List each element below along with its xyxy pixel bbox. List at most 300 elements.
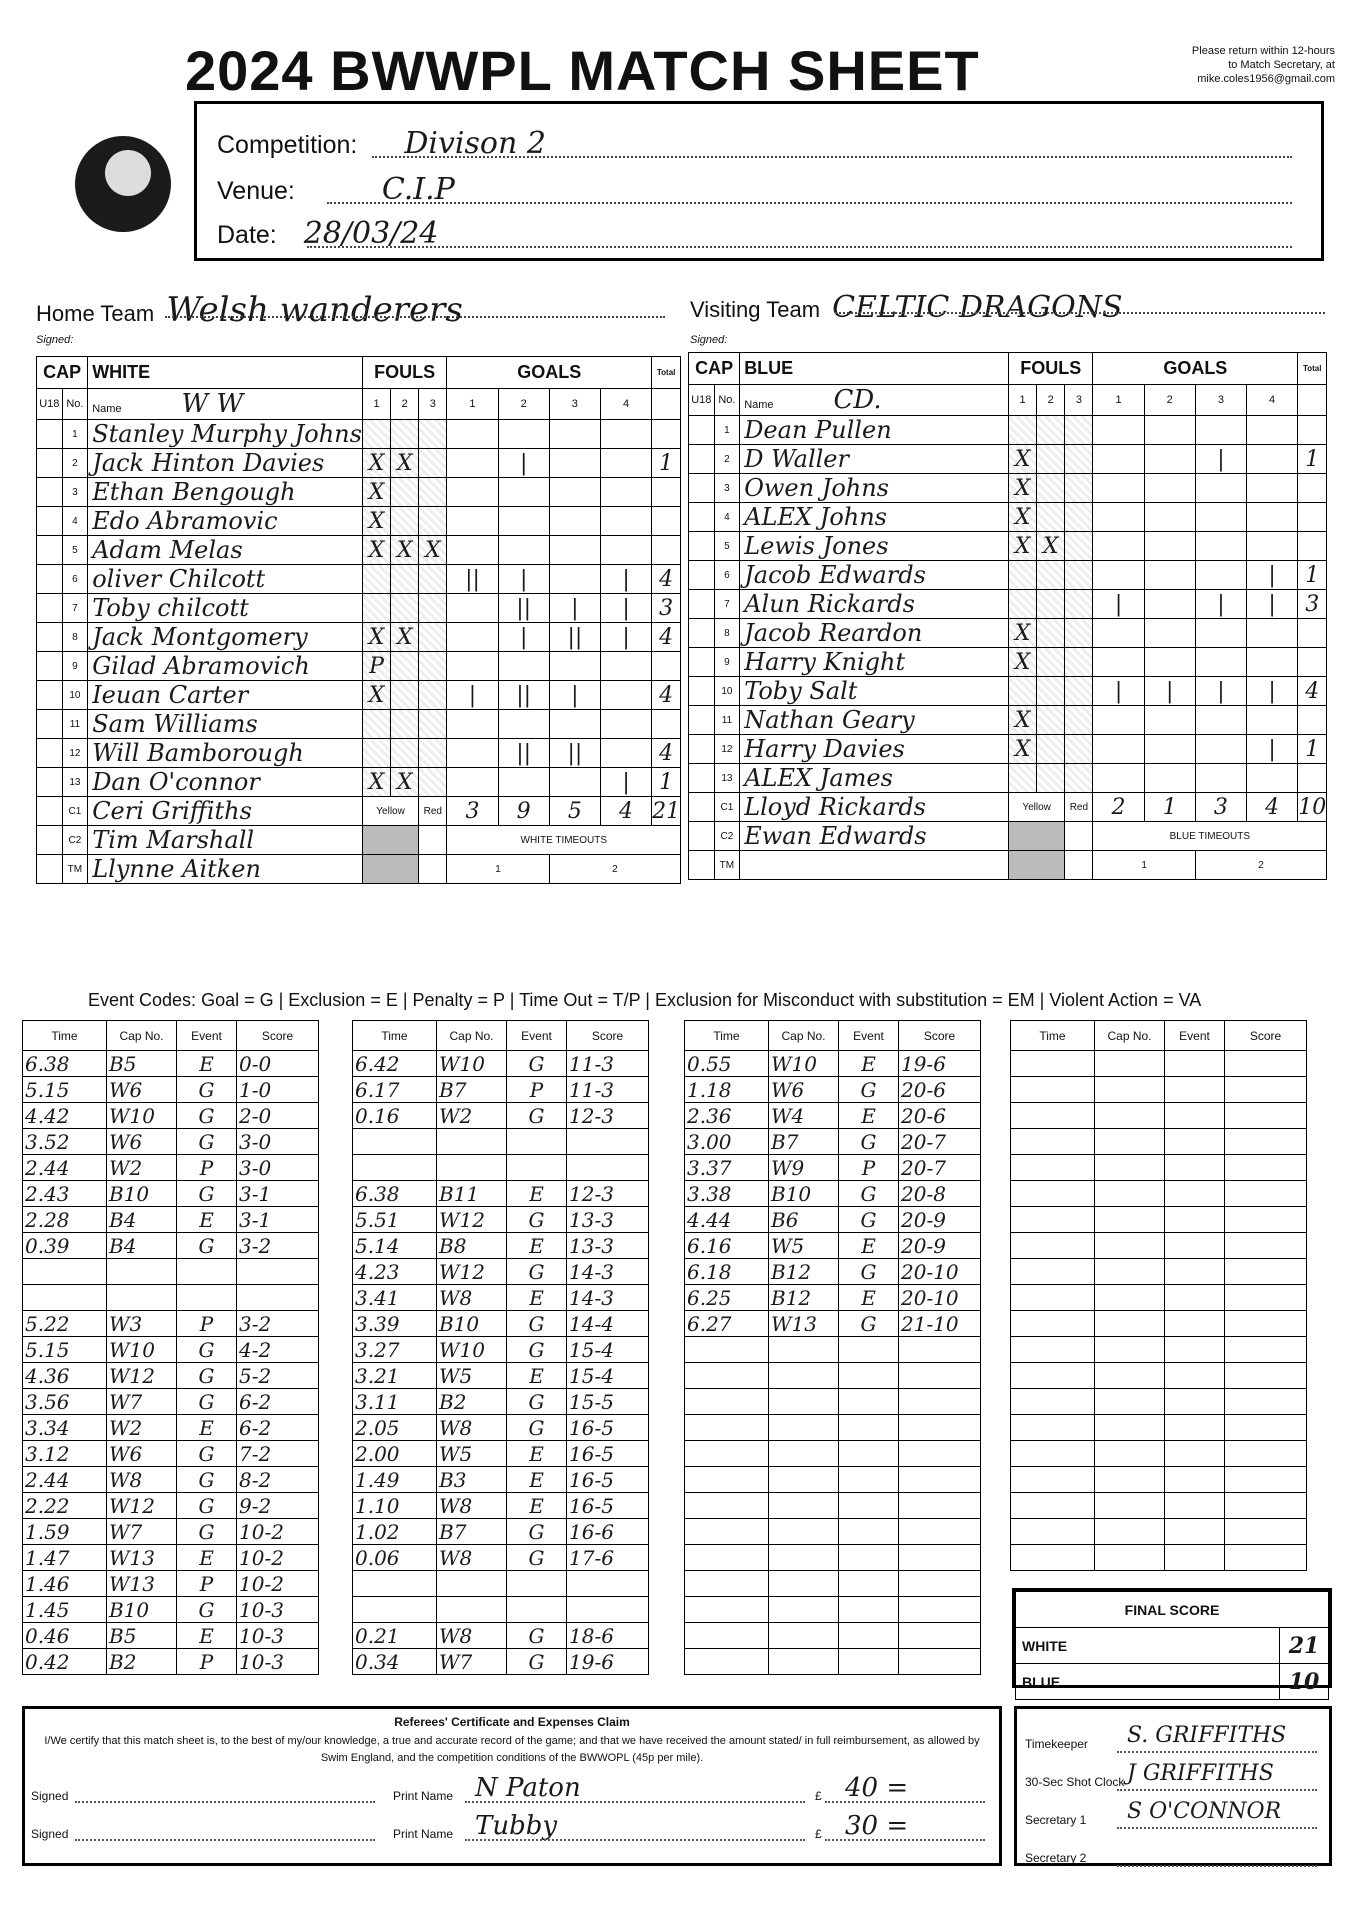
log-time [1011, 1545, 1095, 1571]
goal-cell [1247, 445, 1298, 474]
team-manager-name [740, 851, 1009, 880]
log-time [685, 1441, 769, 1467]
log-event [839, 1545, 899, 1571]
log-row [685, 1077, 981, 1103]
log-time: 0.34 [353, 1649, 437, 1675]
log-time: 0.16 [353, 1103, 437, 1129]
log-score: 12-3 [567, 1103, 649, 1129]
foul-cell [419, 681, 447, 710]
goal-col-label: 2 [1144, 385, 1195, 416]
goal-cell [1144, 735, 1195, 764]
log-score [1225, 1285, 1307, 1311]
c2-label: C2 [62, 826, 88, 855]
cap-number: 10 [62, 681, 88, 710]
goal-cell [447, 507, 498, 536]
goal-cell: | [498, 623, 549, 652]
cap-number: 1 [714, 416, 740, 445]
log-time: 3.56 [23, 1389, 107, 1415]
log-event: G [507, 1389, 567, 1415]
goal-cell [1195, 416, 1246, 445]
log-event [839, 1519, 899, 1545]
log-row [1011, 1311, 1307, 1337]
log-event: G [507, 1051, 567, 1077]
yellow-card-label: Yellow [362, 797, 418, 826]
log-cap [437, 1597, 507, 1623]
log-time: 6.18 [685, 1259, 769, 1285]
foul-cell [419, 623, 447, 652]
log-event [839, 1649, 899, 1675]
venue-value: C.I.P [381, 172, 455, 207]
player-total [1298, 532, 1327, 561]
return-note-line: to Match Secretary, at [1228, 59, 1335, 71]
log-row [353, 1077, 649, 1103]
log-cap: W10 [107, 1337, 177, 1363]
log-cap: B3 [437, 1467, 507, 1493]
log-score: 2-0 [237, 1103, 319, 1129]
log-event: E [507, 1233, 567, 1259]
water-polo-ball-logo [75, 136, 171, 232]
log-cap: B4 [107, 1233, 177, 1259]
log-score: 15-4 [567, 1363, 649, 1389]
log-time [685, 1571, 769, 1597]
log-row [1011, 1181, 1307, 1207]
visiting-team-value: CELTIC DRAGONS [832, 290, 1123, 325]
goal-cell: | [600, 768, 651, 797]
official-label: Timekeeper [1025, 1737, 1088, 1751]
log-score: 11-3 [567, 1051, 649, 1077]
goal-cell [1195, 503, 1246, 532]
foul-cell: X [1008, 648, 1036, 677]
log-time: 3.52 [23, 1129, 107, 1155]
log-header: Event [1165, 1021, 1225, 1051]
log-time [1011, 1415, 1095, 1441]
log-score: 20-6 [899, 1077, 981, 1103]
player-name: Jack Montgomery [88, 623, 363, 652]
goal-col-label: 4 [1247, 385, 1298, 416]
c2-label: C2 [714, 822, 740, 851]
log-row [685, 1493, 981, 1519]
log-event: G [839, 1129, 899, 1155]
log-cap [437, 1571, 507, 1597]
player-total [1298, 503, 1327, 532]
log-time: 3.21 [353, 1363, 437, 1389]
log-event: E [507, 1493, 567, 1519]
yellow-card-label: Yellow [1008, 793, 1064, 822]
period-total: 3 [447, 797, 498, 826]
player-row [689, 677, 1327, 706]
blue-roster [688, 352, 1327, 880]
log-time: 2.22 [23, 1493, 107, 1519]
goal-cell [447, 420, 498, 449]
currency-label: £ [815, 1789, 822, 1803]
log-cap: W8 [437, 1415, 507, 1441]
log-event: E [177, 1415, 237, 1441]
official-name: J GRIFFITHS [1127, 1761, 1274, 1786]
log-score [1225, 1519, 1307, 1545]
home-team-label: Home Team [36, 301, 155, 326]
foul-cell [362, 739, 390, 768]
goal-cell: | [1247, 561, 1298, 590]
goal-cell [1144, 590, 1195, 619]
player-row [37, 623, 681, 652]
cap-number: 9 [714, 648, 740, 677]
foul-cell [1037, 503, 1065, 532]
final-score-box [1012, 1588, 1332, 1695]
visiting-signed-label: Signed: [690, 334, 728, 346]
goal-cell [1093, 532, 1144, 561]
player-total [1298, 619, 1327, 648]
log-time [685, 1467, 769, 1493]
log-row [353, 1233, 649, 1259]
player-total [1298, 764, 1327, 793]
player-row [689, 764, 1327, 793]
log-event: G [507, 1519, 567, 1545]
log-score [899, 1649, 981, 1675]
log-row [1011, 1493, 1307, 1519]
log-score: 0-0 [237, 1051, 319, 1077]
log-event [839, 1571, 899, 1597]
log-score: 3-0 [237, 1129, 319, 1155]
log-cap: W10 [107, 1103, 177, 1129]
tm-label: TM [714, 851, 740, 880]
log-row [23, 1155, 319, 1181]
foul-cell [1065, 764, 1093, 793]
cap-number: 2 [714, 445, 740, 474]
foul-cell [1008, 590, 1036, 619]
period-total: 2 [1093, 793, 1144, 822]
foul-col-label: 1 [1008, 385, 1036, 416]
goal-col-label: 3 [549, 389, 600, 420]
goal-cell [1093, 561, 1144, 590]
player-name: Adam Melas [88, 536, 363, 565]
log-score: 14-3 [567, 1285, 649, 1311]
player-name: Jacob Edwards [740, 561, 1009, 590]
foul-cell [1037, 706, 1065, 735]
log-cap [769, 1389, 839, 1415]
log-cap: W8 [437, 1623, 507, 1649]
player-row [37, 594, 681, 623]
official-label: Secretary 2 [1025, 1851, 1087, 1865]
log-time [353, 1155, 437, 1181]
log-time: 4.36 [23, 1363, 107, 1389]
log-score [899, 1363, 981, 1389]
player-row [37, 565, 681, 594]
log-row [353, 1285, 649, 1311]
final-blue-label: BLUE [1016, 1664, 1280, 1700]
home-signed-label: Signed: [36, 334, 74, 346]
log-time: 3.27 [353, 1337, 437, 1363]
log-row [1011, 1207, 1307, 1233]
log-cap: W10 [769, 1051, 839, 1077]
player-row [689, 561, 1327, 590]
goal-cell [1093, 416, 1144, 445]
goal-cell [1247, 532, 1298, 561]
goal-cell [447, 768, 498, 797]
team-manager-row [37, 855, 681, 884]
log-event: G [507, 1103, 567, 1129]
foul-col-label: 2 [1037, 385, 1065, 416]
log-event: E [507, 1441, 567, 1467]
player-total: 1 [1298, 561, 1327, 590]
log-cap [769, 1519, 839, 1545]
log-row [685, 1623, 981, 1649]
log-cap: B12 [769, 1259, 839, 1285]
log-score: 20-9 [899, 1233, 981, 1259]
log-row [1011, 1129, 1307, 1155]
log-cap [1095, 1259, 1165, 1285]
log-score: 15-5 [567, 1389, 649, 1415]
player-total [652, 507, 681, 536]
log-cap: W9 [769, 1155, 839, 1181]
log-row [685, 1051, 981, 1077]
foul-cell [1037, 619, 1065, 648]
log-row [23, 1233, 319, 1259]
log-event [839, 1467, 899, 1493]
log-row [23, 1337, 319, 1363]
foul-cell: X [362, 768, 390, 797]
log-cap [769, 1597, 839, 1623]
log-time: 6.17 [353, 1077, 437, 1103]
foul-cell: X [362, 478, 390, 507]
foul-cell: X [1008, 706, 1036, 735]
log-event: G [177, 1467, 237, 1493]
log-row [1011, 1545, 1307, 1571]
cap-number: 4 [62, 507, 88, 536]
player-total [1298, 416, 1327, 445]
foul-cell [1065, 648, 1093, 677]
foul-cell: X [1037, 532, 1065, 561]
log-time: 0.42 [23, 1649, 107, 1675]
log-cap [769, 1415, 839, 1441]
log-cap: W5 [769, 1233, 839, 1259]
log-event: G [507, 1415, 567, 1441]
foul-cell [419, 449, 447, 478]
foul-cell [419, 478, 447, 507]
log-event [1165, 1233, 1225, 1259]
log-row [23, 1571, 319, 1597]
goal-cell [1195, 619, 1246, 648]
log-cap [769, 1493, 839, 1519]
log-time: 0.21 [353, 1623, 437, 1649]
log-event [1165, 1493, 1225, 1519]
period-total: 4 [600, 797, 651, 826]
official-row [1017, 1837, 1329, 1873]
log-cap: B7 [437, 1519, 507, 1545]
home-team-value: Welsh wanderers [166, 290, 463, 330]
timeout-2: 2 [1195, 851, 1326, 880]
foul-cell [1065, 561, 1093, 590]
log-cap [1095, 1493, 1165, 1519]
roster-table [688, 352, 1327, 880]
log-row [353, 1415, 649, 1441]
goal-cell [600, 478, 651, 507]
player-total: 4 [652, 565, 681, 594]
log-cap: W3 [107, 1311, 177, 1337]
goal-cell [600, 507, 651, 536]
goal-cell: | [1247, 590, 1298, 619]
foul-cell: X [1008, 503, 1036, 532]
referee-certificate [22, 1706, 1002, 1866]
log-event: G [177, 1181, 237, 1207]
log-time: 1.45 [23, 1597, 107, 1623]
player-total: 4 [652, 739, 681, 768]
red-card-label: Red [1065, 793, 1093, 822]
foul-cell [1065, 677, 1093, 706]
log-score: 6-2 [237, 1389, 319, 1415]
log-event: E [839, 1103, 899, 1129]
log-score: 4-2 [237, 1337, 319, 1363]
log-time [1011, 1285, 1095, 1311]
foul-cell [1037, 764, 1065, 793]
cap-number: 12 [62, 739, 88, 768]
log-cap: W6 [107, 1129, 177, 1155]
log-time [685, 1493, 769, 1519]
log-event [1165, 1311, 1225, 1337]
period-total: 4 [1247, 793, 1298, 822]
player-total: 4 [652, 623, 681, 652]
log-time: 1.18 [685, 1077, 769, 1103]
cap-number: 7 [62, 594, 88, 623]
goal-cell [1247, 474, 1298, 503]
log-cap: B7 [437, 1077, 507, 1103]
log-cap [437, 1155, 507, 1181]
cap-number: 13 [714, 764, 740, 793]
c1-label: C1 [714, 793, 740, 822]
competition-label: Competition: [217, 131, 358, 159]
log-cap [1095, 1285, 1165, 1311]
player-name: ALEX James [740, 764, 1009, 793]
foul-cell [1065, 445, 1093, 474]
log-time [1011, 1233, 1095, 1259]
log-event: G [839, 1259, 899, 1285]
log-row [353, 1311, 649, 1337]
foul-cell [419, 594, 447, 623]
log-time: 4.42 [23, 1103, 107, 1129]
log-row [23, 1441, 319, 1467]
team-manager-row [689, 851, 1327, 880]
log-row [353, 1103, 649, 1129]
goal-cell: || [549, 623, 600, 652]
log-header: Cap No. [1095, 1021, 1165, 1051]
log-score: 9-2 [237, 1493, 319, 1519]
foul-cell: X [1008, 474, 1036, 503]
log-time: 5.51 [353, 1207, 437, 1233]
log-event: G [177, 1077, 237, 1103]
log-score: 10-2 [237, 1545, 319, 1571]
log-score: 20-9 [899, 1207, 981, 1233]
goal-col-label: 3 [1195, 385, 1246, 416]
cap-number: 11 [714, 706, 740, 735]
competition-value: Divison 2 [404, 126, 546, 161]
foul-cell: X [362, 449, 390, 478]
player-row [37, 420, 681, 449]
log-header: Score [237, 1021, 319, 1051]
log-row [1011, 1155, 1307, 1181]
foul-cell: P [362, 652, 390, 681]
log-time [23, 1285, 107, 1311]
match-info-box [194, 101, 1324, 261]
certificate-title: Referees' Certificate and Expenses Claim [394, 1715, 630, 1729]
goal-cell: | [1144, 677, 1195, 706]
log-event: E [839, 1051, 899, 1077]
tm-label: TM [62, 855, 88, 884]
log-cap [769, 1623, 839, 1649]
log-time [685, 1519, 769, 1545]
log-cap: W8 [107, 1467, 177, 1493]
log-event: P [839, 1155, 899, 1181]
player-name: Nathan Geary [740, 706, 1009, 735]
foul-cell [419, 565, 447, 594]
foul-cell: X [362, 507, 390, 536]
player-total: 1 [652, 768, 681, 797]
log-row [1011, 1337, 1307, 1363]
player-name: Harry Knight [740, 648, 1009, 677]
log-event: G [177, 1363, 237, 1389]
log-score [1225, 1207, 1307, 1233]
log-score: 13-3 [567, 1207, 649, 1233]
team-manager-name: Llynne Aitken [88, 855, 363, 884]
log-score: 19-6 [899, 1051, 981, 1077]
log-time: 3.11 [353, 1389, 437, 1415]
log-event: G [177, 1233, 237, 1259]
log-time: 5.15 [23, 1077, 107, 1103]
log-row [353, 1519, 649, 1545]
log-score [899, 1415, 981, 1441]
log-row [685, 1389, 981, 1415]
log-score: 3-2 [237, 1233, 319, 1259]
cap-number: 8 [62, 623, 88, 652]
final-white-score: 21 [1280, 1628, 1329, 1664]
log-score: 3-2 [237, 1311, 319, 1337]
log-row [23, 1129, 319, 1155]
log-time [1011, 1103, 1095, 1129]
currency-label: £ [815, 1827, 822, 1841]
log-cap [769, 1649, 839, 1675]
log-cap [1095, 1077, 1165, 1103]
log-event: E [507, 1285, 567, 1311]
team-color-header: BLUE [740, 353, 1009, 385]
log-time [1011, 1181, 1095, 1207]
log-row [1011, 1415, 1307, 1441]
log-event: G [177, 1597, 237, 1623]
log-time [353, 1597, 437, 1623]
goal-cell [1144, 503, 1195, 532]
log-score: 10-2 [237, 1519, 319, 1545]
foul-cell [1065, 474, 1093, 503]
log-cap: W10 [437, 1051, 507, 1077]
log-event: G [507, 1207, 567, 1233]
roster-table [36, 356, 681, 884]
c1-label: C1 [62, 797, 88, 826]
log-row [23, 1597, 319, 1623]
log-score [237, 1259, 319, 1285]
player-name: ALEX Johns [740, 503, 1009, 532]
log-score: 11-3 [567, 1077, 649, 1103]
visiting-team-row [690, 290, 1123, 325]
cap-number: 10 [714, 677, 740, 706]
log-time [1011, 1051, 1095, 1077]
log-row [23, 1207, 319, 1233]
player-row [37, 536, 681, 565]
log-time [1011, 1337, 1095, 1363]
goal-col-label: 4 [600, 389, 651, 420]
goal-cell [498, 420, 549, 449]
signed-label: Signed [31, 1827, 69, 1841]
goal-cell [447, 652, 498, 681]
foul-col-label: 1 [362, 389, 390, 420]
log-event: E [839, 1285, 899, 1311]
log-row [353, 1129, 649, 1155]
